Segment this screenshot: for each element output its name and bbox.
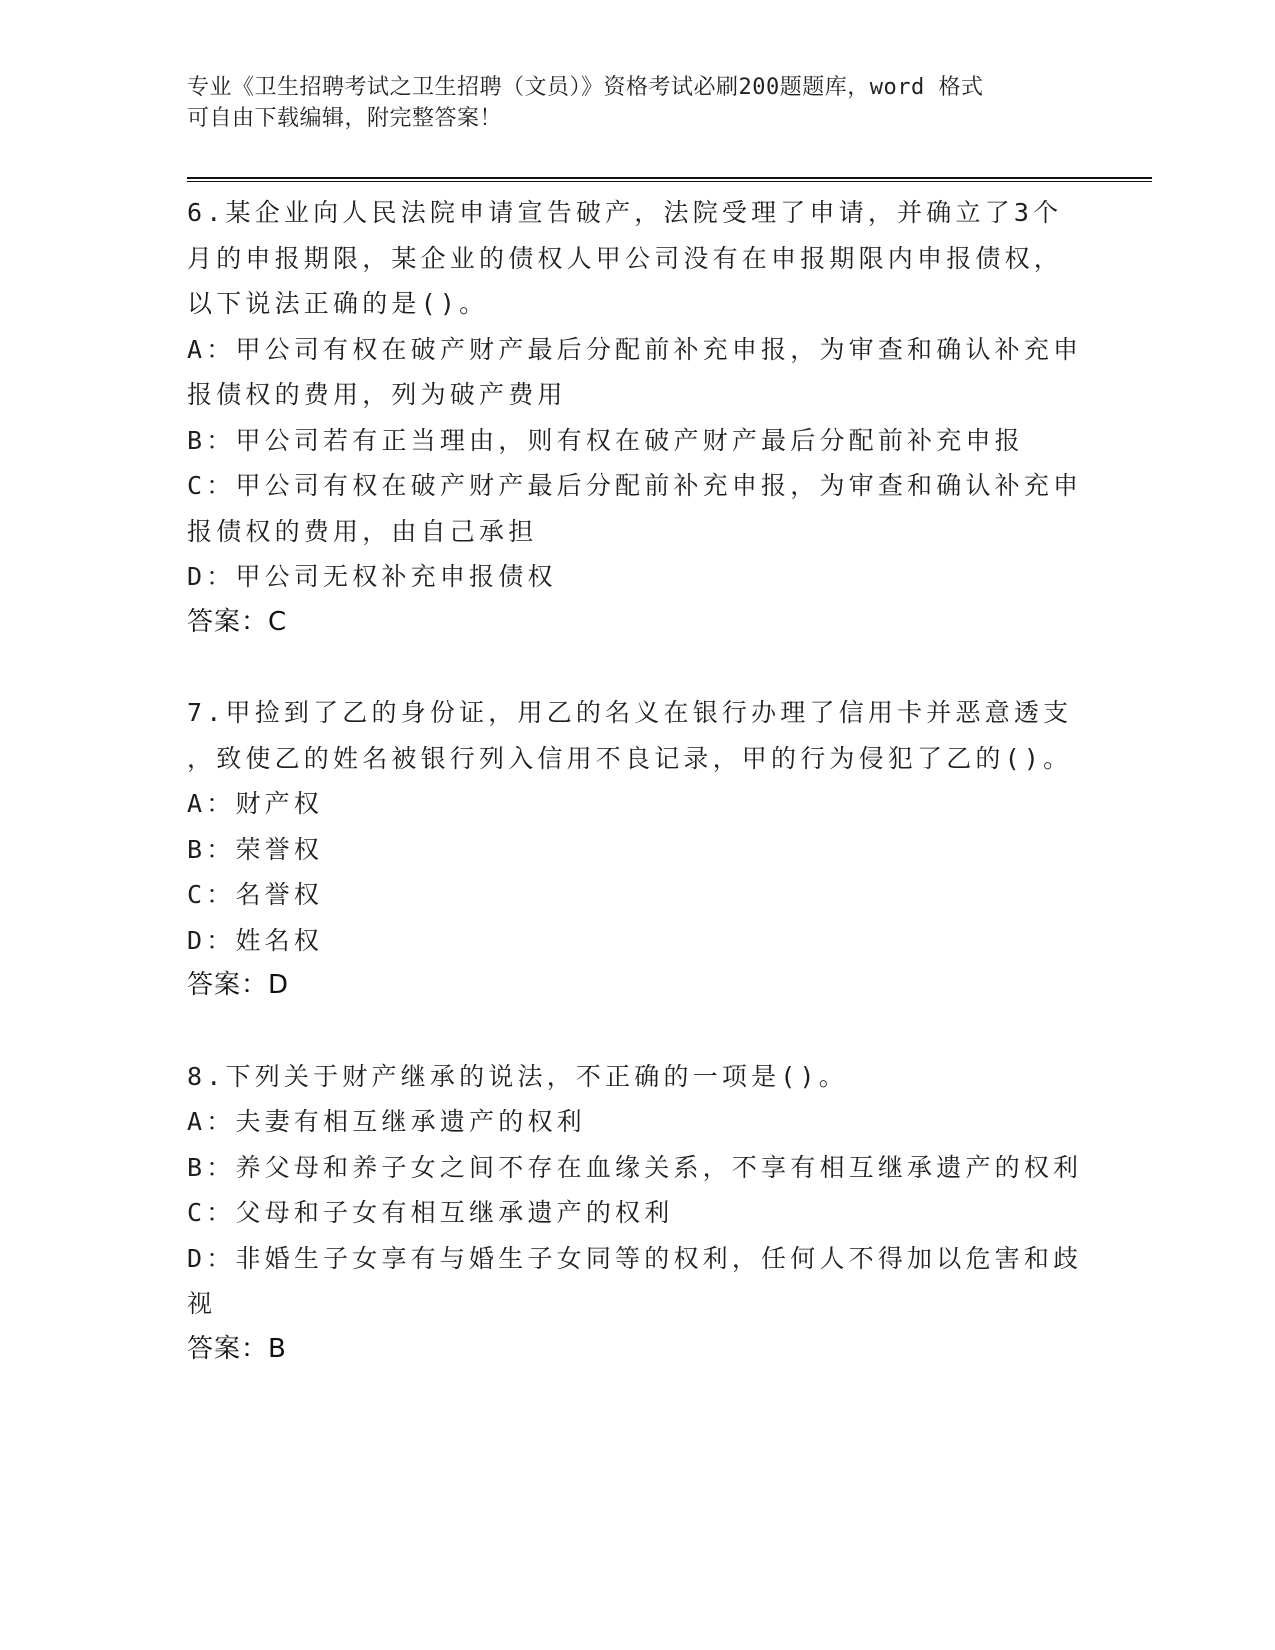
option-line: B：甲公司若有正当理由，则有权在破产财产最后分配前补充申报 (187, 425, 1024, 455)
question-list (187, 190, 1087, 1417)
answer-line: 答案：D (187, 970, 290, 1000)
question-stem-line: 以下说法正确的是()。 (187, 289, 489, 318)
option-line: C：甲公司有权在破产财产最后分配前补充申报，为审查和确认补充申 (187, 471, 1083, 500)
header-line: 专业《卫生招聘考试之卫生招聘（文员）》资格考试必刷200题题库，word 格式 (187, 75, 984, 100)
question-8 (187, 1054, 1087, 1373)
question-stem-line: 7.甲捡到了乙的身份证，用乙的名义在银行办理了信用卡并恶意透支 (187, 698, 1073, 727)
option-line: D：非婚生子女享有与婚生子女同等的权利，任何人不得加以危害和歧 (187, 1243, 1083, 1273)
option-line: B：荣誉权 (187, 834, 324, 864)
option-line: A：夫妻有相互继承遗产的权利 (187, 1107, 586, 1136)
question-7 (187, 690, 1087, 1009)
answer-line: 答案：B (187, 1333, 287, 1364)
question-stem-line: 月的申报期限，某企业的债权人甲公司没有在申报期限内申报债权， (187, 243, 1064, 273)
option-line: A：财产权 (187, 789, 324, 818)
option-line: C：父母和子女有相互继承遗产的权利 (187, 1198, 674, 1227)
option-line: 报债权的费用，列为破产费用 (187, 380, 567, 409)
option-line: C：名誉权 (187, 880, 324, 909)
question-stem-line: 8.下列关于财产继承的说法，不正确的一项是()。 (187, 1061, 849, 1091)
question-6 (187, 190, 1087, 645)
option-line: 视 (187, 1289, 217, 1318)
document-header (187, 72, 1087, 134)
option-line: 报债权的费用，由自己承担 (187, 516, 538, 546)
header-divider-thick (187, 177, 1152, 179)
option-line: D：姓名权 (187, 925, 324, 955)
option-line: A：甲公司有权在破产财产最后分配前补充申报，为审查和确认补充申 (187, 334, 1083, 364)
option-line: D：甲公司无权补充申报债权 (187, 562, 557, 591)
header-divider-thin (187, 181, 1152, 182)
option-line: B：养父母和养子女之间不存在血缘关系，不享有相互继承遗产的权利 (187, 1152, 1083, 1182)
header-line: 可自由下载编辑，附完整答案！ (187, 106, 503, 131)
answer-line: 答案：C (187, 606, 288, 637)
question-stem-line: ，致使乙的姓名被银行列入信用不良记录，甲的行为侵犯了乙的()。 (187, 743, 1073, 773)
question-stem-line: 6.某企业向人民法院申请宣告破产，法院受理了申请，并确立了3个 (187, 198, 1063, 227)
